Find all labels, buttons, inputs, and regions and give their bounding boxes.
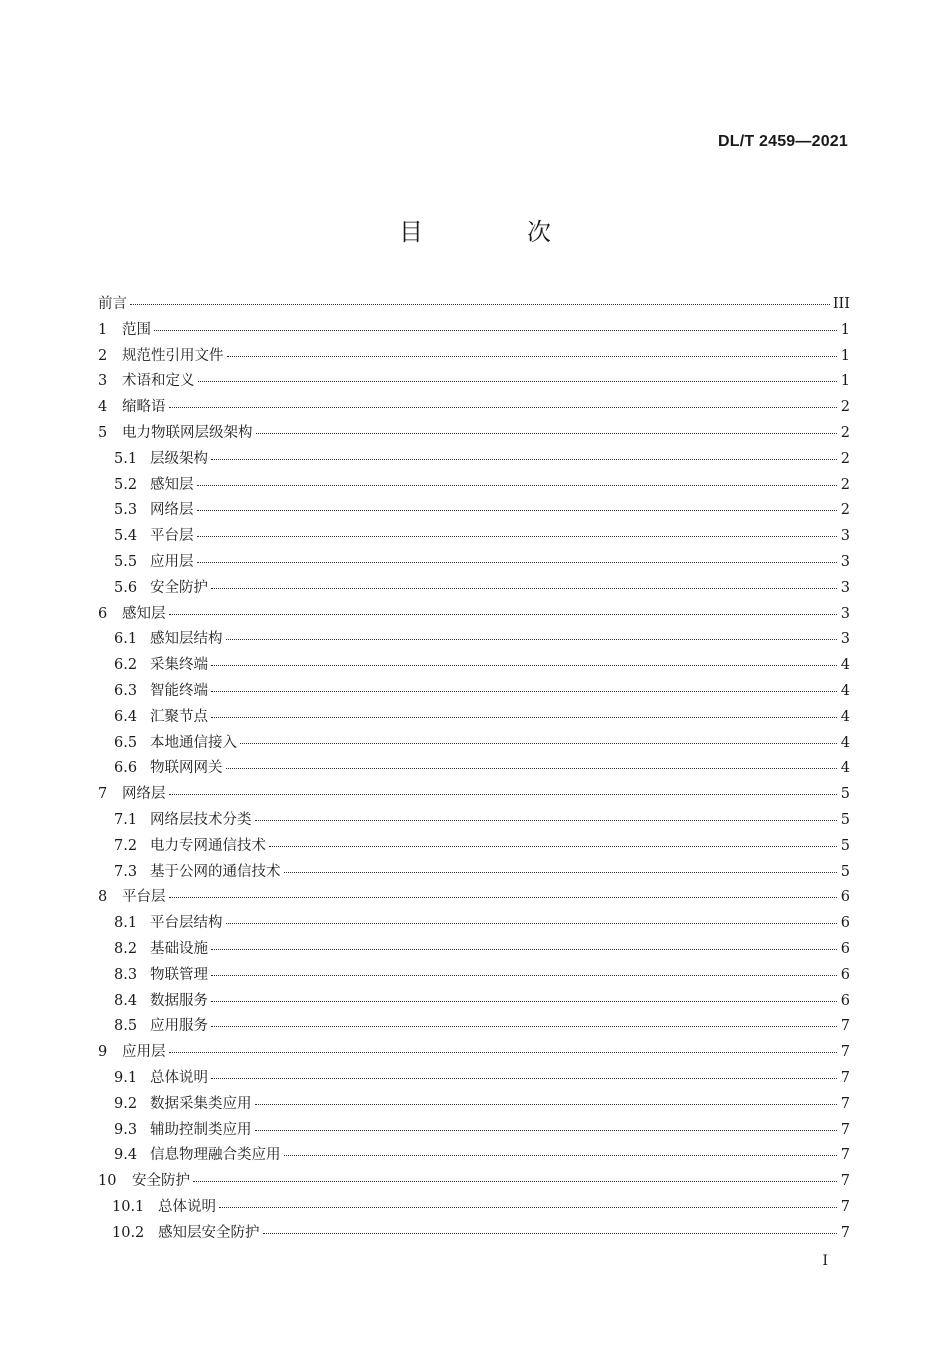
toc-entry-label: 总体说明 (150, 1069, 208, 1086)
toc-entry-page: 6 (840, 915, 850, 932)
toc-entry[interactable] (98, 524, 850, 550)
toc-entry-page: 1 (840, 347, 850, 364)
toc-entry-number: 8.3 (114, 966, 138, 983)
toc-entry-page: 2 (840, 450, 850, 467)
toc-entry-number: 6.6 (114, 760, 138, 777)
toc-entry-page: 7 (840, 1147, 850, 1164)
toc-entry-page: 3 (840, 631, 850, 648)
toc-entry-number: 6.2 (114, 657, 138, 674)
toc-leader-dots (169, 897, 838, 898)
toc-entry-label: 术语和定义 (122, 373, 195, 390)
toc-entry-number: 5.4 (114, 528, 138, 545)
toc-entry[interactable] (98, 963, 850, 989)
toc-leader-dots (211, 588, 837, 589)
toc-entry-number: 6.1 (114, 631, 138, 648)
toc-leader-dots (197, 562, 838, 563)
toc-entry-label: 平台层 (150, 528, 194, 545)
toc-entry[interactable] (98, 1092, 850, 1118)
toc-entry-label: 前言 (98, 296, 127, 312)
toc-entry[interactable] (98, 731, 850, 757)
toc-entry-page: 4 (840, 708, 850, 725)
toc-entry-page: 6 (840, 940, 850, 957)
toc-entry-number: 8.5 (114, 1018, 138, 1035)
toc-entry-label: 安全防护 (132, 1173, 190, 1190)
toc-entry-page: 2 (840, 476, 850, 493)
toc-entry-number: 6.5 (114, 734, 138, 751)
toc-entry-page: 5 (840, 811, 850, 828)
toc-entry-label: 基于公网的通信技术 (150, 863, 281, 880)
toc-leader-dots (284, 1155, 838, 1156)
toc-entry-page: 2 (840, 399, 850, 416)
toc-entry[interactable] (98, 1014, 850, 1040)
toc-entry-label: 应用层 (122, 1044, 166, 1061)
toc-entry[interactable] (98, 705, 850, 731)
toc-leader-dots (197, 510, 838, 511)
toc-leader-dots (211, 691, 837, 692)
toc-entry-page: 7 (840, 1018, 850, 1035)
toc-entry-page: 7 (840, 1173, 850, 1190)
toc-leader-dots (211, 665, 837, 666)
toc-entry-label: 平台层 (122, 889, 166, 906)
toc-entry-label: 安全防护 (150, 579, 208, 596)
toc-entry-label: 数据服务 (150, 992, 208, 1009)
toc-entry-page: 6 (840, 992, 850, 1009)
toc-entry[interactable] (98, 989, 850, 1015)
toc-leader-dots (211, 949, 837, 950)
toc-entry-label: 辅助控制类应用 (150, 1121, 252, 1138)
toc-entry-number: 7.2 (114, 837, 138, 854)
toc-entry[interactable] (98, 1221, 850, 1247)
toc-leader-dots (169, 1052, 838, 1053)
toc-entry-label: 信息物理融合类应用 (150, 1147, 281, 1164)
toc-entry-number: 9.3 (114, 1121, 138, 1138)
toc-entry-label: 网络层 (122, 786, 166, 803)
toc-leader-dots (255, 1130, 838, 1131)
toc-entry-number: 5.2 (114, 476, 138, 493)
toc-entry-label: 缩略语 (122, 399, 166, 416)
toc-entry[interactable] (98, 576, 850, 602)
toc-leader-dots (255, 820, 838, 821)
toc-entry-label: 电力专网通信技术 (150, 837, 266, 854)
toc-entry-label: 规范性引用文件 (122, 347, 224, 364)
toc-entry-number: 4 (98, 399, 108, 416)
toc-entry-number: 5.6 (114, 579, 138, 596)
toc-leader-dots (169, 407, 838, 408)
toc-entry-label: 感知层安全防护 (158, 1224, 260, 1241)
toc-entry[interactable] (98, 550, 850, 576)
toc-entry-page: 3 (840, 553, 850, 570)
toc-entry-number: 10.1 (112, 1198, 145, 1215)
toc-entry[interactable] (98, 344, 850, 370)
toc-entry-label: 采集终端 (150, 657, 208, 674)
toc-entry[interactable] (98, 911, 850, 937)
toc-entry[interactable] (98, 498, 850, 524)
toc-leader-dots (197, 536, 838, 537)
toc-leader-dots (211, 459, 837, 460)
toc-entry-page: 5 (840, 837, 850, 854)
page-number: I (822, 1253, 828, 1269)
toc-leader-dots (169, 614, 838, 615)
toc-leader-dots (256, 433, 838, 434)
toc-entry[interactable] (98, 421, 850, 447)
toc-entry-label: 感知层 (122, 605, 166, 622)
toc-entry-number: 7 (98, 786, 108, 803)
toc-entry-number: 8.1 (114, 915, 138, 932)
toc-entry-number: 9.1 (114, 1069, 138, 1086)
toc-entry-page: 3 (840, 528, 850, 545)
toc-entry[interactable] (98, 860, 850, 886)
toc-entry-label: 物联网网关 (150, 760, 223, 777)
toc-entry-label: 基础设施 (150, 940, 208, 957)
toc-entry-label: 智能终端 (150, 682, 208, 699)
toc-entry-number: 7.1 (114, 811, 138, 828)
toc-entry-label: 本地通信接入 (150, 734, 237, 751)
toc-leader-dots (211, 1026, 837, 1027)
toc-entry-number: 10.2 (112, 1224, 145, 1241)
toc-leader-dots (284, 872, 838, 873)
toc-entry-number: 5.3 (114, 502, 138, 519)
toc-entry-number: 2 (98, 347, 108, 364)
toc-entry[interactable] (98, 885, 850, 911)
toc-leader-dots (193, 1181, 837, 1182)
toc-leader-dots (211, 975, 837, 976)
toc-entry[interactable] (98, 1169, 850, 1195)
toc-leader-dots (226, 923, 838, 924)
toc-entry-label: 电力物联网层级架构 (122, 424, 253, 441)
toc-entry[interactable] (98, 1143, 850, 1169)
toc-leader-dots (197, 485, 838, 486)
toc-entry-number: 9.4 (114, 1147, 138, 1164)
toc-entry-label: 感知层结构 (150, 631, 223, 648)
toc-entry-number: 8.4 (114, 992, 138, 1009)
toc-leader-dots (255, 1104, 838, 1105)
toc-entry[interactable] (98, 756, 850, 782)
toc-entry-page: 7 (840, 1044, 850, 1061)
toc-entry-page: 4 (840, 682, 850, 699)
toc-entry-label: 数据采集类应用 (150, 1095, 252, 1112)
toc-entry-page: 3 (840, 579, 850, 596)
toc-entry-number: 6.4 (114, 708, 138, 725)
toc-entry-number: 3 (98, 373, 108, 390)
toc-entry-page: 3 (840, 605, 850, 622)
toc-leader-dots (226, 768, 838, 769)
toc-entry-page: 5 (840, 863, 850, 880)
toc-entry-page: 7 (840, 1198, 850, 1215)
toc-entry-page: 6 (840, 966, 850, 983)
toc-entry-label: 汇聚节点 (150, 708, 208, 725)
toc-leader-dots (198, 381, 838, 382)
toc-leader-dots (211, 717, 837, 718)
toc-entry-number: 7.3 (114, 863, 138, 880)
toc-entry-number: 5.5 (114, 553, 138, 570)
toc-entry-page: 7 (840, 1224, 850, 1241)
toc-title: 目 次 (399, 218, 591, 246)
toc-entry-label: 网络层 (150, 502, 194, 519)
toc-leader-dots (169, 794, 838, 795)
toc-entry-page: 6 (840, 889, 850, 906)
toc-entry-page: 5 (840, 786, 850, 803)
toc-entry-number: 8.2 (114, 940, 138, 957)
toc-entry[interactable] (98, 679, 850, 705)
toc-leader-dots (227, 356, 838, 357)
toc-entry-label: 平台层结构 (150, 915, 223, 932)
toc-entry[interactable] (98, 447, 850, 473)
toc-entry-number: 9 (98, 1044, 108, 1061)
toc-entry-label: 应用层 (150, 553, 194, 570)
toc-entry-page: 7 (840, 1121, 850, 1138)
toc-entry[interactable] (98, 627, 850, 653)
toc-entry[interactable] (98, 937, 850, 963)
toc-entry-page: 2 (840, 424, 850, 441)
toc-entry[interactable] (98, 318, 850, 344)
toc-entry-page: 4 (840, 657, 850, 674)
toc-entry-label: 网络层技术分类 (150, 811, 252, 828)
toc-entry[interactable] (98, 1040, 850, 1066)
toc-entry-number: 6 (98, 605, 108, 622)
toc-entry[interactable] (98, 473, 850, 499)
toc-leader-dots (263, 1233, 838, 1234)
toc-entry[interactable] (98, 782, 850, 808)
toc-entry[interactable] (98, 369, 850, 395)
toc-entry-label: 应用服务 (150, 1018, 208, 1035)
toc-leader-dots (211, 1078, 837, 1079)
toc-leader-dots (154, 330, 837, 331)
toc-entry-label: 层级架构 (150, 450, 208, 467)
toc-entry-page: 1 (840, 373, 850, 390)
toc-entry[interactable] (98, 292, 850, 318)
toc-entry-label: 物联管理 (150, 966, 208, 983)
toc-entry-number: 8 (98, 889, 108, 906)
toc-entry[interactable] (98, 1118, 850, 1144)
toc-leader-dots (226, 639, 838, 640)
toc-entry-page: 7 (840, 1095, 850, 1112)
toc-leader-dots (219, 1207, 837, 1208)
toc-entry-number: 1 (98, 321, 108, 338)
toc-entry-page: 1 (840, 321, 850, 338)
toc-entry-page: 7 (840, 1069, 850, 1086)
toc-entry-number: 10 (98, 1173, 117, 1190)
toc-entry-page: 4 (840, 734, 850, 751)
toc-entry[interactable] (98, 395, 850, 421)
toc-entry[interactable] (98, 1066, 850, 1092)
toc-entry[interactable] (98, 1195, 850, 1221)
toc-entry-label: 感知层 (150, 476, 194, 493)
toc-entry-label: 范围 (122, 321, 151, 338)
toc-entry-number: 6.3 (114, 682, 138, 699)
toc-entry[interactable] (98, 602, 850, 628)
document-code: DL/T 2459—2021 (718, 133, 848, 150)
toc-entry-page: 4 (840, 760, 850, 777)
toc-leader-dots (240, 743, 837, 744)
toc-entry-number: 5.1 (114, 450, 138, 467)
toc-entry-number: 9.2 (114, 1095, 138, 1112)
toc-leader-dots (130, 304, 830, 305)
toc-leader-dots (211, 1001, 837, 1002)
toc-entry[interactable] (98, 834, 850, 860)
toc-entry[interactable] (98, 653, 850, 679)
toc-entry-page: 2 (840, 502, 850, 519)
table-of-contents (98, 292, 850, 1246)
toc-entry-number: 5 (98, 424, 108, 441)
toc-entry-label: 总体说明 (158, 1198, 216, 1215)
toc-entry-page: III (832, 296, 850, 312)
toc-entry[interactable] (98, 808, 850, 834)
toc-leader-dots (269, 846, 837, 847)
